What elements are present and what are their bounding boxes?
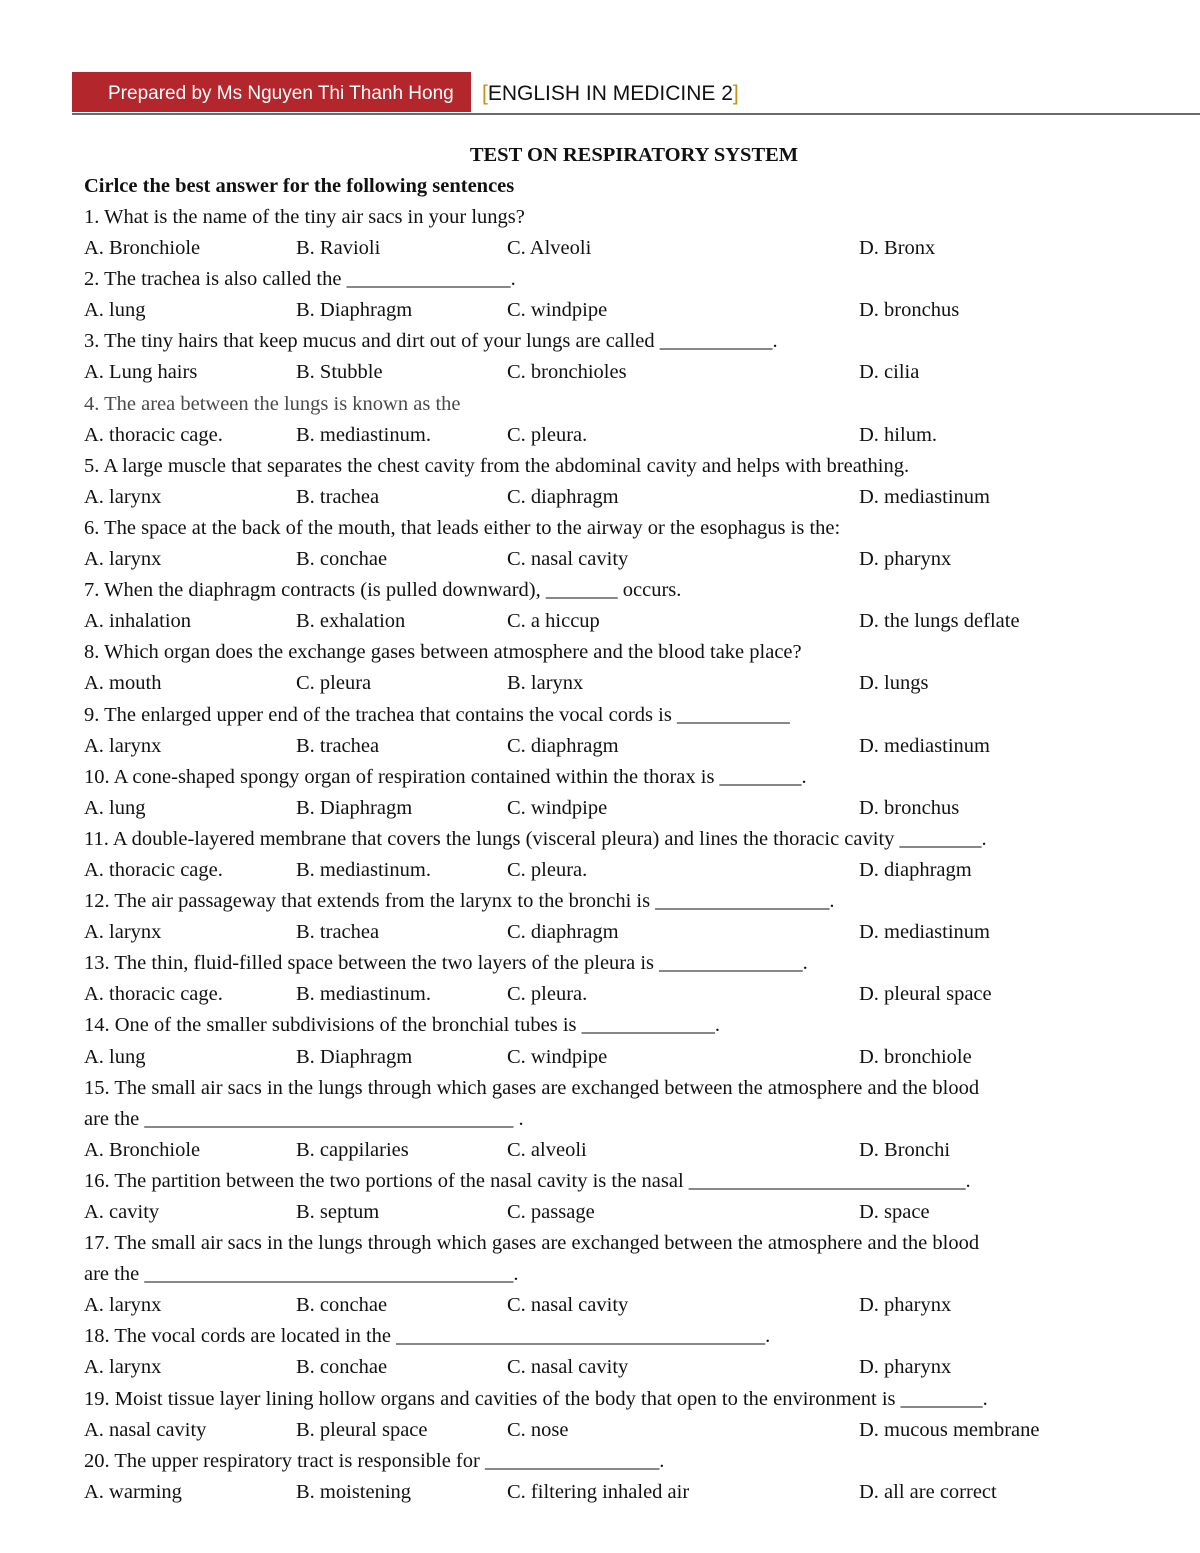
answer-option-d[interactable]: D. bronchus xyxy=(859,796,960,819)
answer-option-c[interactable]: C. Alveoli xyxy=(507,237,592,260)
answer-options xyxy=(84,793,1164,824)
answer-option-c[interactable]: C. nasal cavity xyxy=(507,1356,629,1379)
answer-option-c[interactable]: B. larynx xyxy=(507,672,584,695)
answer-option-b[interactable]: B. mediastinum. xyxy=(296,983,431,1006)
question-item xyxy=(84,451,1164,513)
question-item xyxy=(84,575,1164,637)
answer-option-d[interactable]: D. pharynx xyxy=(859,1356,952,1379)
answer-options xyxy=(84,1290,1164,1321)
answer-option-c[interactable]: C. filtering inhaled air xyxy=(507,1480,690,1503)
question-item xyxy=(84,762,1164,824)
answer-options xyxy=(84,544,1164,575)
answer-option-d[interactable]: D. mediastinum xyxy=(859,485,990,508)
answer-option-a[interactable]: A. Bronchiole xyxy=(84,1138,201,1161)
answer-option-c[interactable]: C. diaphragm xyxy=(507,921,619,944)
question-list xyxy=(84,202,1164,1508)
answer-option-d[interactable]: D. all are correct xyxy=(859,1480,997,1503)
answer-option-b[interactable]: B. trachea xyxy=(296,921,380,944)
answer-option-a[interactable]: A. larynx xyxy=(84,548,162,571)
question-item xyxy=(84,948,1164,1010)
answer-option-c[interactable]: C. diaphragm xyxy=(507,734,619,757)
author-banner: Prepared by Ms Nguyen Thi Thanh Hong xyxy=(72,72,471,112)
answer-option-a[interactable]: A. cavity xyxy=(84,1201,160,1223)
answer-option-b[interactable]: B. Stubble xyxy=(296,361,383,384)
answer-option-b[interactable]: B. Diaphragm xyxy=(296,796,413,819)
answer-option-a[interactable]: A. thoracic cage. xyxy=(84,858,223,881)
answer-option-d[interactable]: D. hilum. xyxy=(859,423,938,446)
answer-option-d[interactable]: D. space xyxy=(859,1201,930,1223)
answer-option-c[interactable]: C. diaphragm xyxy=(507,485,619,508)
answer-option-c[interactable]: C. alveoli xyxy=(507,1138,587,1161)
answer-option-c[interactable]: C. pleura. xyxy=(507,983,588,1006)
answer-option-b[interactable]: B. pleural space xyxy=(296,1418,428,1441)
question-text: 1. What is the name of the tiny air sacs in your lungs? xyxy=(84,206,525,228)
answer-option-d[interactable]: D. mucous membrane xyxy=(859,1418,1040,1441)
question-text: 20. The upper respiratory tract is responsible for _________________. xyxy=(84,1449,665,1472)
question-text: 10. A cone-shaped spongy organ of respiration contained within the thorax is ________. xyxy=(84,765,807,788)
answer-option-c[interactable]: C. windpipe xyxy=(507,1045,608,1068)
answer-options xyxy=(84,1415,1164,1446)
answer-option-d[interactable]: D. pharynx xyxy=(859,1294,952,1317)
answer-option-a[interactable]: A. Bronchiole xyxy=(84,237,201,260)
question-text: are the ____________________________________ . xyxy=(84,1107,524,1130)
question-text: 5. A large muscle that separates the chest cavity from the abdominal cavity and helps with breathing. xyxy=(84,454,910,477)
answer-option-a[interactable]: A. lung xyxy=(84,299,146,322)
question-text: 15. The small air sacs in the lungs through which gases are exchanged between the atmosphere and the blood xyxy=(84,1076,980,1099)
question-text: 8. Which organ does the exchange gases between atmosphere and the blood take place? xyxy=(84,641,802,664)
header-divider xyxy=(72,113,1200,115)
answer-option-c[interactable]: C. bronchioles xyxy=(507,361,627,384)
question-item xyxy=(84,1010,1164,1072)
answer-options xyxy=(84,357,1164,388)
answer-option-b[interactable]: B. Ravioli xyxy=(296,237,381,260)
answer-option-d[interactable]: D. Bronx xyxy=(859,237,936,260)
answer-option-c[interactable]: C. nasal cavity xyxy=(507,548,629,571)
answer-option-b[interactable]: B. Diaphragm xyxy=(296,1045,413,1068)
question-item xyxy=(84,1228,1164,1321)
question-text: 14. One of the smaller subdivisions of the bronchial tubes is _____________. xyxy=(84,1014,720,1037)
course-title xyxy=(482,72,739,116)
answer-option-c[interactable]: C. windpipe xyxy=(507,796,608,819)
answer-options xyxy=(84,295,1164,326)
answer-option-d[interactable]: D. pleural space xyxy=(859,983,992,1006)
question-text: 17. The small air sacs in the lungs through which gases are exchanged between the atmosphere and the blood xyxy=(84,1232,980,1255)
question-text: 13. The thin, fluid-filled space between the two layers of the pleura is ______________. xyxy=(84,952,808,975)
page-title: TEST ON RESPIRATORY SYSTEM xyxy=(469,144,799,166)
bracket-close: ] xyxy=(732,82,739,105)
question-text: 2. The trachea is also called the ________________. xyxy=(84,268,516,291)
answer-options xyxy=(84,731,1164,762)
answer-option-d[interactable]: D. diaphragm xyxy=(859,858,972,881)
question-text: 11. A double-layered membrane that covers the lungs (visceral pleura) and lines the thoracic cavity ________. xyxy=(84,827,987,850)
answer-option-a[interactable]: A. Lung hairs xyxy=(84,361,198,384)
bracket-open: [ xyxy=(482,82,488,105)
answer-option-b[interactable]: B. trachea xyxy=(296,485,380,508)
answer-option-c[interactable]: C. nasal cavity xyxy=(507,1294,629,1317)
answer-option-c[interactable]: C. a hiccup xyxy=(507,610,600,633)
question-text: are the ____________________________________. xyxy=(84,1263,519,1286)
question-item xyxy=(84,1384,1164,1446)
answer-options xyxy=(84,1042,1164,1073)
answer-option-a[interactable]: A. larynx xyxy=(84,734,162,757)
answer-option-d[interactable]: D. the lungs deflate xyxy=(859,610,1020,633)
answer-option-b[interactable]: B. septum xyxy=(296,1201,380,1223)
question-item xyxy=(84,637,1164,699)
answer-option-a[interactable]: A. thoracic cage. xyxy=(84,983,223,1006)
answer-option-b[interactable]: B. trachea xyxy=(296,734,380,757)
answer-option-a[interactable]: A. larynx xyxy=(84,485,162,508)
question-text: 18. The vocal cords are located in the ____________________________________. xyxy=(84,1325,771,1348)
answer-option-c[interactable]: C. windpipe xyxy=(507,299,608,322)
instruction-text: Cirlce the best answer for the following sentences xyxy=(84,175,515,197)
answer-option-b[interactable]: B. Diaphragm xyxy=(296,299,413,322)
question-item xyxy=(84,1321,1164,1383)
answer-option-d[interactable]: D. mediastinum xyxy=(859,921,990,944)
answer-options xyxy=(84,917,1164,948)
answer-options xyxy=(84,482,1164,513)
answer-options xyxy=(84,420,1164,451)
question-item xyxy=(84,886,1164,948)
question-text: 9. The enlarged upper end of the trachea that contains the vocal cords is ___________ xyxy=(84,703,790,726)
answer-option-a[interactable]: A. larynx xyxy=(84,1356,162,1379)
answer-option-c[interactable]: C. passage xyxy=(507,1201,595,1223)
question-text: 4. The area between the lungs is known as the xyxy=(84,392,461,415)
answer-option-d[interactable]: D. cilia xyxy=(859,361,920,384)
question-item xyxy=(84,202,1164,264)
answer-option-d[interactable]: D. Bronchi xyxy=(859,1138,951,1161)
answer-option-a[interactable]: A. lung xyxy=(84,796,146,819)
answer-option-b[interactable]: B. conchae xyxy=(296,548,388,571)
answer-options xyxy=(84,979,1164,1010)
question-item xyxy=(84,389,1164,451)
question-text: 3. The tiny hairs that keep mucus and dirt out of your lungs are called ___________. xyxy=(84,330,778,353)
course-name: ENGLISH IN MEDICINE 2 xyxy=(487,82,733,105)
question-item xyxy=(84,264,1164,326)
answer-option-a[interactable]: A. inhalation xyxy=(84,610,192,633)
answer-option-b[interactable]: B. mediastinum. xyxy=(296,858,431,881)
answer-options xyxy=(84,1197,1164,1228)
question-item xyxy=(84,326,1164,388)
answer-option-d[interactable]: D. bronchus xyxy=(859,299,960,322)
answer-options xyxy=(84,606,1164,637)
answer-option-a[interactable]: A. warming xyxy=(84,1480,182,1503)
answer-option-a[interactable]: A. larynx xyxy=(84,1294,162,1317)
answer-option-d[interactable]: D. bronchiole xyxy=(859,1045,972,1068)
question-item xyxy=(84,1446,1164,1508)
answer-options xyxy=(84,1135,1164,1166)
answer-option-b[interactable]: B. mediastinum. xyxy=(296,423,431,446)
answer-option-a[interactable]: A. lung xyxy=(84,1045,146,1068)
answer-option-a[interactable]: A. larynx xyxy=(84,921,162,944)
answer-option-d[interactable]: D. lungs xyxy=(859,672,929,695)
answer-option-b[interactable]: C. pleura xyxy=(296,672,372,695)
answer-option-b[interactable]: B. exhalation xyxy=(296,610,406,633)
answer-option-b[interactable]: B. conchae xyxy=(296,1294,388,1317)
question-text: 12. The air passageway that extends from the larynx to the bronchi is _________________. xyxy=(84,890,835,913)
question-item xyxy=(84,824,1164,886)
answer-option-b[interactable]: B. conchae xyxy=(296,1356,388,1379)
answer-option-b[interactable]: B. moistening xyxy=(296,1480,412,1503)
answer-option-c[interactable]: C. pleura. xyxy=(507,423,588,446)
question-text: 6. The space at the back of the mouth, that leads either to the airway or the esophagus is the: xyxy=(84,516,841,539)
answer-option-d[interactable]: D. pharynx xyxy=(859,548,952,571)
question-item xyxy=(84,700,1164,762)
answer-option-a[interactable]: A. mouth xyxy=(84,672,162,695)
answer-options xyxy=(84,1352,1164,1383)
question-item xyxy=(84,1166,1164,1228)
answer-option-a[interactable]: A. nasal cavity xyxy=(84,1418,207,1441)
answer-option-d[interactable]: D. mediastinum xyxy=(859,734,990,757)
answer-options xyxy=(84,233,1164,264)
question-text: 19. Moist tissue layer lining hollow organs and cavities of the body that open to the environment is ________. xyxy=(84,1387,988,1410)
answer-options xyxy=(84,855,1164,886)
question-item xyxy=(84,1073,1164,1166)
answer-options xyxy=(84,1477,1164,1508)
answer-option-a[interactable]: A. thoracic cage. xyxy=(84,423,223,446)
page-header xyxy=(72,72,1200,114)
answer-option-b[interactable]: B. cappilaries xyxy=(296,1138,409,1161)
test-content xyxy=(84,140,1164,1508)
question-text: 16. The partition between the two portions of the nasal cavity is the nasal ___________________________. xyxy=(84,1169,971,1192)
answer-options xyxy=(84,668,1164,699)
answer-option-c[interactable]: C. pleura. xyxy=(507,858,588,881)
question-text: 7. When the diaphragm contracts (is pulled downward), _______ occurs. xyxy=(84,579,682,602)
question-item xyxy=(84,513,1164,575)
answer-option-c[interactable]: C. nose xyxy=(507,1418,569,1441)
